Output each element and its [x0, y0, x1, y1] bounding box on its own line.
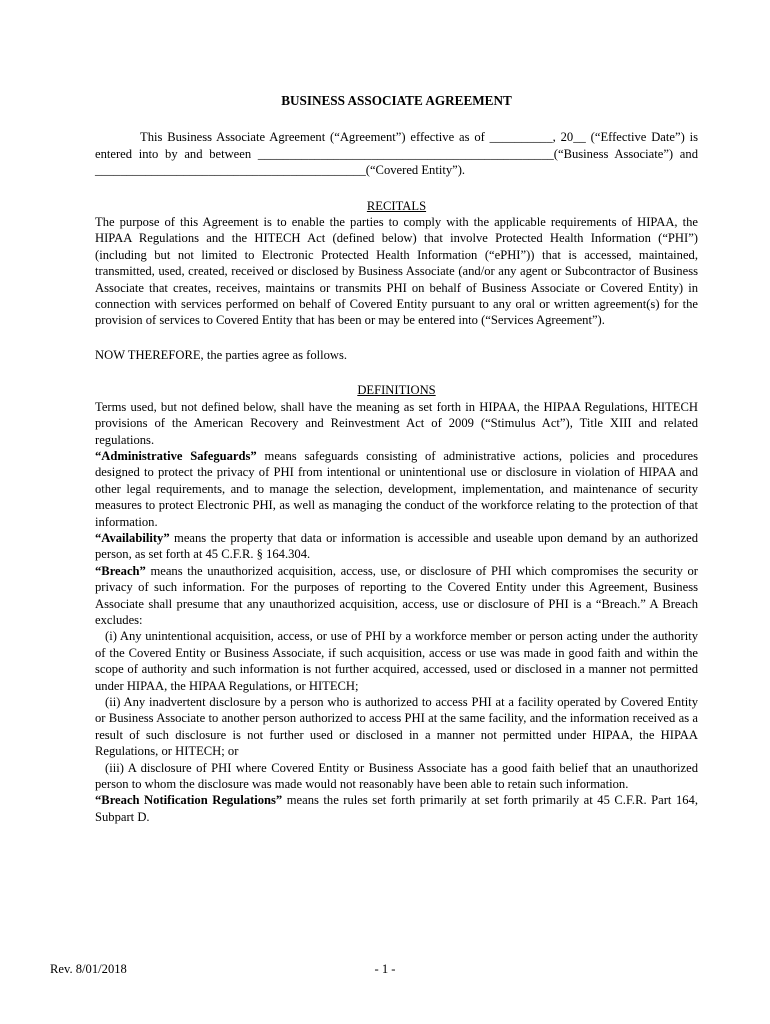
breach-exclusion-2: (ii) Any inadvertent disclosure by a person who is authorized to access PHI at a facility operated by Covered Entity or Business Associate to another person authorized to access PHI at the same facility, and the information received as a result of such disclosure is not further used or disclosed in a manner not permitted under HIPAA, the HIPAA Regulations, or HITECH; or	[95, 695, 698, 759]
definition-text: means safeguards consisting of administrative actions, policies and procedures designed to protect the privacy of PHI from intentional or unintentional use or disclosure in violation of HIPAA and other legal requirements, and to manage the selection, development, implementation, and maintenance of security measures to protect Electronic PHI, as well as managing the conduct of the workforce relating to the protection of that information.	[95, 448, 699, 529]
footer-revision: Rev. 8/01/2018	[50, 962, 127, 976]
document-title: BUSINESS ASSOCIATE AGREEMENT	[281, 93, 512, 108]
now-therefore-paragraph: NOW THEREFORE, the parties agree as follows.	[95, 347, 348, 362]
definitions-heading: DEFINITIONS	[357, 383, 436, 398]
definition-text: means the property that data or information is accessible and useable upon demand by an authorized person, as set forth at 45 C.F.R. § 164.304.	[95, 530, 698, 562]
definition-text: means the unauthorized acquisition, access, use, or disclosure of PHI which compromises the security or privacy of such information. For the purposes of reporting to the Covered Entity under this Agreement, Business Associate shall presume that any unauthorized acquisition, access, use or disclosure of PHI is a “Breach.” A Breach excludes:	[95, 563, 698, 627]
definition-breach	[95, 563, 698, 629]
breach-exclusion-1: (i) Any unintentional acquisition, access, or use of PHI by a workforce member or person acting under the authority of the Covered Entity or Business Associate, if such acquisition, access or use was made in good faith and within the scope of authority and such information is not further acquired, accessed, used or disclosed in a manner not permitted under HIPAA, the HIPAA Regulations, or HITECH;	[95, 629, 698, 693]
definition-text: means the rules set forth primarily at set forth primarily at 45 C.F.R. Part 164, Subpart D.	[95, 793, 698, 824]
recitals-heading: RECITALS	[366, 198, 427, 213]
definition-term: “Breach”	[95, 563, 146, 578]
document-body	[95, 93, 698, 825]
definition-term: “Availability”	[95, 530, 170, 545]
footer-page-number: - 1 -	[374, 962, 396, 976]
definition-term: “Administrative Safeguards”	[95, 448, 257, 463]
definitions-intro: Terms used, but not defined below, shall have the meaning as set forth in HIPAA, the HIPAA Regulations, HITECH provisions of the American Recovery and Reinvestment Act of 2009 (“Stimulus Act”), Title XIII and related regulations.	[95, 399, 698, 447]
intro-paragraph: This Business Associate Agreement (“Agreement”) effective as of __________, 20__ (“Effective Date”) is entered into by and between _______________________________________________(“Business Associate”) and ___________________________________________(“Covered Entity”).	[95, 130, 698, 178]
definition-term: “Breach Notification Regulations”	[95, 793, 283, 808]
recitals-paragraph: The purpose of this Agreement is to enable the parties to comply with the applicable requirements of HIPAA, the HIPAA Regulations and the HITECH Act (defined below) that involve Protected Health Information (“PHI”) (including but not limited to Electronic Protected Health Information (“ePHI”)) that is accessed, maintained, transmitted, used, created, received or disclosed by Business Associate (and/or any agent or Subcontractor of Business Associate that creates, receives, maintains or transmits PHI on behalf of Business Associate or Covered Entity) in connection with services performed on behalf of Covered Entity pursuant to any oral or written agreement(s) for the provision of services to Covered Entity that has been or may be entered into (“Services Agreement”).	[95, 215, 698, 328]
definition-administrative-safeguards	[95, 448, 698, 530]
breach-exclusion-3: (iii) A disclosure of PHI where Covered Entity or Business Associate has a good faith belief that an unauthorized person to whom the disclosure was made would not reasonably have been able to retain such information.	[95, 760, 698, 792]
definition-availability	[95, 530, 698, 563]
definition-breach-notification-regulations	[95, 792, 698, 825]
